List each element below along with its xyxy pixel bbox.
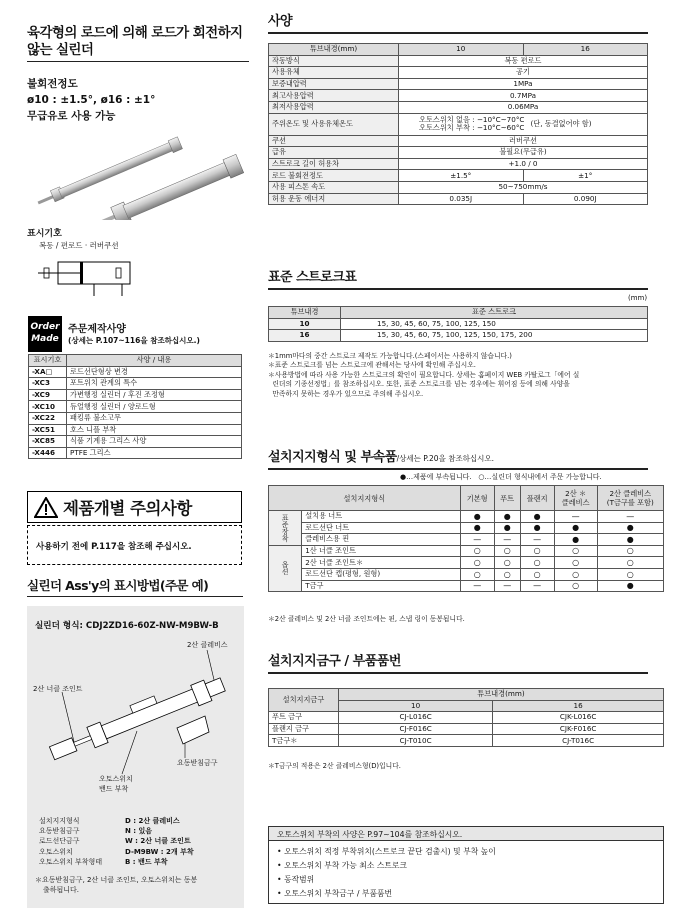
caution-text: 사용하기 전에 P.117을 참조해 주십시오. — [27, 525, 242, 565]
mount-cell: ● — [494, 511, 520, 523]
order-spec: 로드선단형상 변경 — [67, 366, 242, 378]
spec-label: 최고사용압력 — [269, 90, 399, 102]
spec-label: 허용 운동 에너지 — [269, 193, 399, 205]
stroke-note: ＊표준 스트로크를 넘는 스트로크에 관해서는 당사에 확인해 주십시오. — [268, 361, 476, 370]
assy-spec-row — [39, 816, 194, 826]
spec-label: 사용유체 — [269, 67, 399, 79]
label-clevis: 2산 클레비스 — [187, 641, 228, 649]
parts-code: CJ-L016C — [339, 712, 493, 724]
parts-title: 설치지지금구 / 부품품번 — [268, 654, 401, 669]
spec-value: 러버쿠션 — [399, 135, 648, 147]
caution-header — [27, 491, 242, 523]
spec-label: 스트로크 길이 허용차 — [269, 158, 399, 170]
spec-row — [269, 78, 648, 90]
spec-temp-line: 오토스위치 없음 : −10°C~70°C — [419, 114, 525, 124]
order-spec: 패킹류 불소고무 — [67, 412, 242, 424]
stroke-values: 15, 30, 45, 60, 75, 100, 125, 150 — [341, 318, 648, 330]
caution-title: 제품개별 주의사항 — [63, 499, 192, 518]
spec-table — [268, 43, 648, 205]
spec-value: 공기 — [399, 67, 648, 79]
mount-cell: — — [554, 511, 597, 523]
assy-spec-row — [39, 836, 194, 846]
mount-cell: ○ — [520, 545, 554, 557]
parts-name: T금구＊ — [269, 735, 339, 747]
mount-cell: — — [494, 534, 520, 546]
spec-header-label: 튜브내경(mm) — [269, 44, 399, 56]
order-spec: 포트위치 관계의 특수 — [67, 378, 242, 390]
mount-legend: ●…제품에 부속됩니다. ○…실린더 형식내에서 주문 가능합니다. — [400, 473, 602, 481]
spec-row — [269, 135, 648, 147]
warning-icon — [34, 497, 58, 518]
parts-name: 플랜지 금구 — [269, 723, 339, 735]
spec-value-10: ±1.5° — [399, 170, 524, 182]
order-row — [29, 447, 242, 459]
cylinder-symbol — [36, 254, 134, 304]
mount-header: 기본형 — [460, 486, 494, 511]
order-made-badge-line2: Made — [31, 334, 59, 344]
mount-cell: ○ — [460, 557, 494, 569]
mount-item: 클레비스용 핀 — [302, 534, 460, 546]
mount-cell: ● — [597, 522, 663, 534]
mount-group-std: 표준장착 — [269, 511, 302, 546]
stroke-values: 15, 30, 45, 60, 75, 100, 125, 150, 175, 200 — [341, 330, 648, 342]
mount-cell: ○ — [494, 568, 520, 580]
stroke-note: 만족하지 못하는 경우가 있으므로 주의해 주십시오. — [268, 389, 424, 398]
mount-header: 설치지지형식 — [269, 486, 461, 511]
assy-panel — [27, 606, 244, 908]
stroke-notes — [268, 352, 653, 399]
stroke-row — [269, 330, 648, 342]
assy-spec-value: W : 2산 너클 조인트 — [125, 837, 191, 846]
product-image — [28, 124, 250, 220]
spec-value: 0.7MPa — [399, 90, 648, 102]
order-header-code: 표시기호 — [29, 355, 67, 367]
order-row — [29, 389, 242, 401]
symbol-caption: 복동 / 편로드 · 러버쿠션 — [39, 241, 119, 250]
parts-header-10: 10 — [339, 700, 493, 712]
autoswitch-item — [277, 845, 663, 859]
headline-line-1: 육각형의 로드에 의해 로드가 회전하지 — [27, 25, 243, 41]
spec-label: 보증내압력 — [269, 78, 399, 90]
bullet-icon: • — [277, 847, 285, 856]
parts-row — [269, 723, 664, 735]
spec-label: 사용 피스톤 속도 — [269, 181, 399, 193]
autoswitch-box — [268, 826, 664, 904]
label-switch-line2: 밴드 부착 — [99, 785, 129, 793]
spec-temp-side: (단, 동결없어야 함) — [530, 118, 592, 128]
autoswitch-item — [277, 887, 663, 901]
order-code: -XC85 — [29, 436, 67, 448]
mount-cell: ○ — [597, 557, 663, 569]
spec-header-16: 16 — [523, 44, 648, 56]
order-spec: 호스 니플 부착 — [67, 424, 242, 436]
stroke-section-title — [268, 266, 648, 290]
parts-code: CJK-L016C — [493, 712, 664, 724]
parts-code: CJ-F016C — [339, 723, 493, 735]
label-bracket: 요동받침금구 — [177, 759, 218, 767]
headline-line-2: 않는 실린더 — [27, 42, 94, 58]
order-row — [29, 366, 242, 378]
spec-row — [269, 90, 648, 102]
order-code: -XA□ — [29, 366, 67, 378]
order-code: -XC51 — [29, 424, 67, 436]
mount-cell: — — [494, 580, 520, 592]
spec-value-16: ±1° — [523, 170, 648, 182]
mount-item: 2산 너클 조인트＊ — [302, 557, 460, 569]
stroke-bore: 16 — [269, 330, 341, 342]
order-row — [29, 401, 242, 413]
order-table — [28, 354, 242, 459]
order-row — [29, 424, 242, 436]
mount-title: 설치지지형식 및 부속품 — [268, 450, 397, 465]
autoswitch-list — [269, 841, 663, 901]
spec-row — [269, 193, 648, 205]
parts-header-16: 16 — [493, 700, 664, 712]
mount-cell: — — [520, 580, 554, 592]
assy-title-wrap — [27, 576, 243, 597]
spec-label: 급유 — [269, 147, 399, 159]
order-code: -XC22 — [29, 412, 67, 424]
spec-value: 50~750mm/s — [399, 181, 648, 193]
mount-header: 2산 클레비스 (T금구를 포함) — [597, 486, 663, 511]
order-made-badge — [28, 316, 62, 352]
assy-spec-value: D-M9BW : 2개 부착 — [125, 847, 194, 856]
order-code: -XC3 — [29, 378, 67, 390]
mount-group-opt: 옵션 — [269, 545, 302, 591]
assy-spec-key: 요동받침금구 — [39, 827, 80, 836]
order-row — [29, 378, 242, 390]
mount-row — [269, 534, 664, 546]
headline — [27, 25, 249, 62]
assy-spec-row — [39, 857, 194, 867]
spec-row — [269, 55, 648, 67]
mount-cell: ○ — [520, 568, 554, 580]
order-spec: 식품 기계용 그리스 사양 — [67, 436, 242, 448]
autoswitch-item — [277, 873, 663, 887]
assy-spec-key: 오토스위치 부착형태 — [39, 857, 103, 866]
mount-cell: — — [460, 580, 494, 592]
spec-value: +1.0 / 0 — [399, 158, 648, 170]
assy-spec — [39, 816, 194, 867]
order-spec: 듀얼행정 실린더 / 양로드형 — [67, 401, 242, 413]
stroke-note: ＊1mm마다의 중간 스트로크 제작도 가능합니다.(스페이서는 사용하지 않습니다.) — [268, 352, 512, 360]
stroke-header-bore: 튜브내경 — [269, 307, 341, 319]
mount-cell: — — [460, 534, 494, 546]
mount-cell: — — [520, 534, 554, 546]
order-row — [29, 436, 242, 448]
mount-cell: ○ — [554, 545, 597, 557]
autoswitch-item-text: 오토스위치 부착금구 / 부품품번 — [284, 889, 393, 898]
assy-title: 실린더 Ass'y의 표시방법(주문 예) — [27, 578, 209, 593]
mount-header: 2산 ＊ 클레비스 — [554, 486, 597, 511]
bullet-icon: • — [277, 875, 285, 884]
bullet-icon: • — [277, 889, 285, 898]
assy-spec-key: 설치지지형식 — [39, 817, 80, 825]
spec-value: 0.06MPa — [399, 101, 648, 113]
mount-item: 로드선단 너트 — [302, 522, 460, 534]
spec-label: 작동방식 — [269, 55, 399, 67]
spec-row — [269, 147, 648, 159]
assy-model: 실린더 형식: CDJ2ZD16-60Z-NW-M9BW-B — [35, 621, 219, 631]
parts-note: ＊T금구의 적용은 2산 클레비스형(D)입니다. — [268, 762, 401, 770]
autoswitch-item-text: 오토스위치 적정 부착위치(스트로크 끝단 검출시) 및 부착 높이 — [284, 847, 496, 856]
order-made-badge-line1: Order — [30, 322, 60, 332]
stroke-note: ＊사용방법에 따라 사용 가능한 스트로크의 확인이 필요합니다. 상세는 홈페이지 WEB 카탈로그「에어 실 — [268, 370, 580, 379]
spec-value: 불필요(무급유) — [399, 147, 648, 159]
order-header-spec: 사양 / 내용 — [67, 355, 242, 367]
assy-drawing — [27, 636, 244, 786]
spec-temp — [399, 113, 648, 135]
spec-header-10: 10 — [399, 44, 524, 56]
parts-row — [269, 735, 664, 747]
stroke-unit: (mm) — [628, 294, 648, 302]
parts-table — [268, 688, 664, 747]
bullet-icon: • — [277, 861, 285, 870]
stroke-title: 표준 스트로크표 — [268, 270, 357, 285]
mount-note: ＊2산 클레비스 및 2산 너클 조인트에는 핀, 스냅 링이 동봉됩니다. — [268, 615, 465, 623]
mount-cell: ● — [554, 534, 597, 546]
mount-row — [269, 522, 664, 534]
order-spec: PTFE 그리스 — [67, 447, 242, 459]
assy-note-line2: 출하됩니다. — [43, 886, 80, 895]
spec-table-wrap — [268, 43, 648, 205]
mount-cell: ● — [554, 522, 597, 534]
autoswitch-item-text: 오토스위치 부착 가능 최소 스트로크 — [284, 861, 407, 870]
assy-spec-value: N : 있음 — [125, 827, 153, 836]
features — [27, 76, 155, 124]
order-code: -XC9 — [29, 389, 67, 401]
order-title: 주문제작사양 — [68, 324, 126, 335]
mount-cell: ○ — [460, 545, 494, 557]
order-row — [29, 412, 242, 424]
mount-cell: ○ — [597, 568, 663, 580]
spec-value: 1MPa — [399, 78, 648, 90]
parts-code: CJK-F016C — [493, 723, 664, 735]
label-switch-line1: 오토스위치 — [99, 775, 133, 783]
mount-row — [269, 511, 664, 523]
mount-header: 플랜지 — [520, 486, 554, 511]
order-code: -X446 — [29, 447, 67, 459]
spec-value-10: 0.035J — [399, 193, 524, 205]
spec-value: 복동 편로드 — [399, 55, 648, 67]
spec-label: 로드 불회전정도 — [269, 170, 399, 182]
parts-code: CJ-T016C — [493, 735, 664, 747]
mount-section-title — [268, 446, 648, 470]
mount-cell: ● — [460, 522, 494, 534]
feature-3: 무급유로 사용 가능 — [27, 110, 116, 122]
spec-row — [269, 67, 648, 79]
order-table-wrap — [28, 354, 242, 459]
feature-1: 불회전정도 — [27, 78, 78, 90]
spec-row — [269, 170, 648, 182]
mount-table — [268, 485, 664, 592]
stroke-table-wrap — [268, 306, 648, 342]
mount-table-wrap — [268, 485, 664, 592]
spec-label: 주위온도 및 사용유체온도 — [269, 113, 399, 135]
assy-spec-value: D : 2산 클레비스 — [125, 817, 180, 825]
stroke-bore: 10 — [269, 318, 341, 330]
mount-cell: ● — [520, 511, 554, 523]
mount-row — [269, 568, 664, 580]
assy-spec-key: 오토스위치 — [39, 847, 73, 856]
assy-spec-row — [39, 826, 194, 836]
label-knuckle: 2산 너클 조인트 — [33, 685, 83, 693]
mount-row — [269, 557, 664, 569]
mount-cell: ○ — [554, 580, 597, 592]
mount-cell: ○ — [494, 557, 520, 569]
mount-cell: ● — [460, 511, 494, 523]
mount-cell: ● — [597, 534, 663, 546]
stroke-row — [269, 318, 648, 330]
mount-cell: ○ — [520, 557, 554, 569]
assy-spec-key: 로드선단금구 — [39, 837, 80, 846]
spec-label: 쿠션 — [269, 135, 399, 147]
order-code: -XC10 — [29, 401, 67, 413]
order-subtitle: (상세는 P.107~116을 참조하십시오.) — [68, 336, 200, 345]
spec-row — [269, 181, 648, 193]
autoswitch-item-text: 동작범위 — [284, 875, 315, 884]
parts-row — [269, 712, 664, 724]
mount-cell: ● — [520, 522, 554, 534]
spec-section-title — [268, 10, 648, 34]
feature-2: ø10 : ±1.5°, ø16 : ±1° — [27, 94, 156, 106]
order-spec: 가변행정 실린더 / 후진 조정형 — [67, 389, 242, 401]
assy-spec-value: B : 밴드 부착 — [125, 857, 168, 866]
stroke-header-stroke: 표준 스트로크 — [341, 307, 648, 319]
spec-row — [269, 113, 648, 135]
assy-note — [35, 875, 197, 895]
mount-cell: ○ — [554, 557, 597, 569]
stroke-table — [268, 306, 648, 342]
assy-note-line1: ＊요동받침금구, 2산 너클 조인트, 오토스위치는 동봉 — [35, 876, 198, 884]
symbol-title: 표시기호 — [27, 229, 62, 239]
assy-spec-row — [39, 847, 194, 857]
mount-cell: ○ — [597, 545, 663, 557]
autoswitch-title: 오토스위치 부착의 사양은 P.97~104를 참조하십시오. — [269, 827, 663, 841]
mount-item: T금구 — [302, 580, 460, 592]
parts-table-wrap — [268, 688, 664, 747]
parts-code: CJ-T010C — [339, 735, 493, 747]
mount-cell: ○ — [494, 545, 520, 557]
parts-section-title — [268, 650, 648, 674]
mount-header: 푸트 — [494, 486, 520, 511]
spec-temp-line: 오토스위치 부착 : −10°C~60°C — [419, 123, 525, 133]
mount-row — [269, 580, 664, 592]
mount-cell: ○ — [460, 568, 494, 580]
mount-cell: — — [597, 511, 663, 523]
mount-cell: ○ — [554, 568, 597, 580]
parts-name: 푸트 금구 — [269, 712, 339, 724]
parts-header-left: 설치지지금구 — [269, 689, 339, 712]
spec-label: 최저사용압력 — [269, 101, 399, 113]
spec-title: 사양 — [268, 14, 293, 29]
autoswitch-item — [277, 859, 663, 873]
mount-cell: ● — [494, 522, 520, 534]
stroke-note: 린더의 기종선정법」를 참조하십시오. 또한, 표준 스트로크를 넘는 경우에는 휘어짐 등에 의해 사양을 — [268, 380, 570, 389]
spec-row — [269, 158, 648, 170]
spec-value-16: 0.090J — [523, 193, 648, 205]
mount-cell: ● — [597, 580, 663, 592]
mount-item: 1산 너클 조인트 — [302, 545, 460, 557]
mount-item: 로드선단 캡(평형, 원형) — [302, 568, 460, 580]
mount-row — [269, 545, 664, 557]
parts-header-top: 튜브내경(mm) — [339, 689, 664, 701]
mount-item: 설치용 너트 — [302, 511, 460, 523]
mount-title-sub: /상세는 P.20을 참조하십시오. — [396, 454, 495, 463]
spec-row — [269, 101, 648, 113]
